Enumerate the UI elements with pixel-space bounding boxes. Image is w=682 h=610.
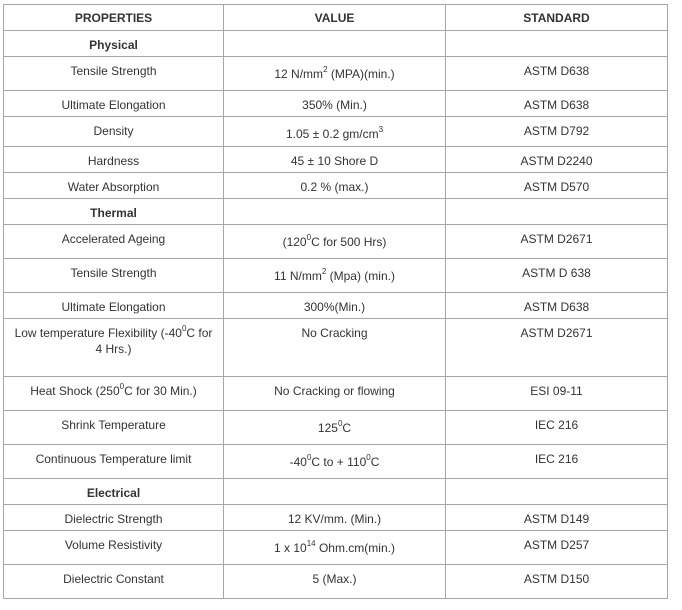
text: Ultimate Elongation [61,98,166,112]
empty-value-cell [224,31,446,57]
text: 0.2 % (max.) [300,180,369,194]
table-row [4,411,668,445]
table-row [4,531,668,565]
empty-value-cell [224,199,446,225]
value-cell [224,147,446,173]
text: C for 4 Hrs.) [95,326,213,356]
property-cell [4,505,224,531]
table-row [4,57,668,91]
superscript: 0 [366,453,371,462]
text: No Cracking or flowing [274,384,395,398]
property-cell [4,117,224,147]
property-cell [4,411,224,445]
properties-header: PROPERTIES [4,5,224,31]
standard-cell: IEC 216 [446,445,668,479]
text: Dielectric Strength [64,512,163,526]
empty-standard-cell [446,199,668,225]
value-cell [224,531,446,565]
value-text [318,417,351,436]
text: 45 ± 10 Shore D [290,154,379,168]
value-text [291,153,378,169]
superscript: 0 [306,233,312,242]
value-cell [224,117,446,147]
text: 125 [317,421,338,435]
table-row [4,173,668,199]
value-text [302,97,367,113]
property-cell [4,445,224,479]
value-text [283,231,387,250]
standard-cell: ASTM D 638 [446,259,668,293]
standard-cell: ASTM D638 [446,293,668,319]
table-row [4,445,668,479]
property-cell [4,147,224,173]
table-row [4,377,668,411]
section-title: Physical [4,31,224,57]
text: Continuous Temperature limit [35,452,192,466]
text: Tensile Strength [70,64,157,78]
table-row [4,259,668,293]
superscript: 2 [323,65,328,74]
text: (Mpa) (min.) [326,269,395,283]
section-title: Thermal [4,199,224,225]
value-text [304,299,365,315]
text: 12 KV/mm. (Min.) [287,512,382,526]
standard-cell: ASTM D149 [446,505,668,531]
value-text [301,325,367,341]
value-text [312,571,356,587]
property-cell [4,377,224,411]
text: 1.05 ± 0.2 gm/cm [285,127,379,141]
text: 1 x 10 [274,541,307,555]
table-row [4,293,668,319]
value-text [290,451,380,470]
value-cell [224,411,446,445]
value-cell [224,505,446,531]
property-cell [4,531,224,565]
property-cell [4,259,224,293]
superscript: 14 [306,539,316,548]
text: Volume Resistivity [64,538,163,552]
standard-cell: ESI 09-11 [446,377,668,411]
table-header-row [4,5,668,31]
text: 11 N/mm [274,269,322,283]
text: No Cracking [301,326,368,340]
text: C for 500 Hrs) [311,235,387,249]
section-title: Electrical [4,479,224,505]
text: Hardness [87,154,140,168]
text: C for 30 Min.) [124,384,197,398]
text: C [370,455,380,469]
table-row [4,117,668,147]
value-text [274,537,395,556]
table-row [4,225,668,259]
value-cell [224,293,446,319]
section-row [4,199,668,225]
superscript: 3 [378,125,384,134]
superscript: 2 [321,267,327,276]
value-cell [224,57,446,91]
empty-standard-cell [446,479,668,505]
table-row [4,319,668,377]
table-body [4,31,668,599]
superscript: 0 [181,324,187,333]
standard-cell: IEC 216 [446,411,668,445]
property-cell [4,319,224,377]
text: Low temperature Flexibility (-40 [14,326,182,340]
standard-cell: ASTM D150 [446,565,668,599]
value-cell [224,565,446,599]
empty-value-cell [224,479,446,505]
property-cell [4,565,224,599]
value-text [286,123,383,142]
table-row [4,91,668,117]
text: Density [93,124,134,138]
specifications-table [3,4,668,599]
text: Dielectric Constant [63,572,164,586]
property-cell [4,225,224,259]
section-row [4,31,668,57]
text: 5 (Max.) [312,572,357,586]
text: Ohm.cm(min.) [315,541,395,555]
text: 12 N/mm [274,67,324,81]
value-text [300,179,368,195]
value-cell [224,445,446,479]
value-cell [224,173,446,199]
superscript: 0 [119,382,125,391]
value-text [274,63,394,82]
value-cell [224,259,446,293]
value-cell [224,377,446,411]
standard-header: STANDARD [446,5,668,31]
property-cell [4,57,224,91]
standard-cell: ASTM D257 [446,531,668,565]
superscript: 0 [337,419,343,428]
standard-cell: ASTM D2671 [446,225,668,259]
value-text [288,511,381,527]
text: Accelerated Ageing [61,232,166,246]
text: 350% (Min.) [302,98,367,112]
standard-cell: ASTM D638 [446,91,668,117]
text: (MPA)(min.) [327,67,395,81]
empty-standard-cell [446,31,668,57]
value-cell [224,225,446,259]
standard-cell: ASTM D2671 [446,319,668,377]
value-header: VALUE [224,5,446,31]
text: Tensile Strength [70,266,157,280]
text: Water Absorption [67,180,160,194]
text: -40 [289,455,307,469]
standard-cell: ASTM D638 [446,57,668,91]
table-row [4,505,668,531]
text: Heat Shock (250 [30,384,120,398]
value-text [274,383,395,399]
standard-cell: ASTM D570 [446,173,668,199]
text: Shrink Temperature [61,418,166,432]
text: (120 [282,235,307,249]
text: C [342,421,352,435]
property-cell [4,91,224,117]
superscript: 0 [306,453,312,462]
property-cell [4,173,224,199]
value-cell [224,91,446,117]
standard-cell: ASTM D2240 [446,147,668,173]
value-cell [224,319,446,377]
property-cell [4,293,224,319]
text: 300%(Min.) [303,300,366,314]
standard-cell: ASTM D792 [446,117,668,147]
text: C to + 110 [311,455,367,469]
text: Ultimate Elongation [61,300,166,314]
table-row [4,147,668,173]
section-row [4,479,668,505]
value-text [274,265,395,284]
table-row [4,565,668,599]
